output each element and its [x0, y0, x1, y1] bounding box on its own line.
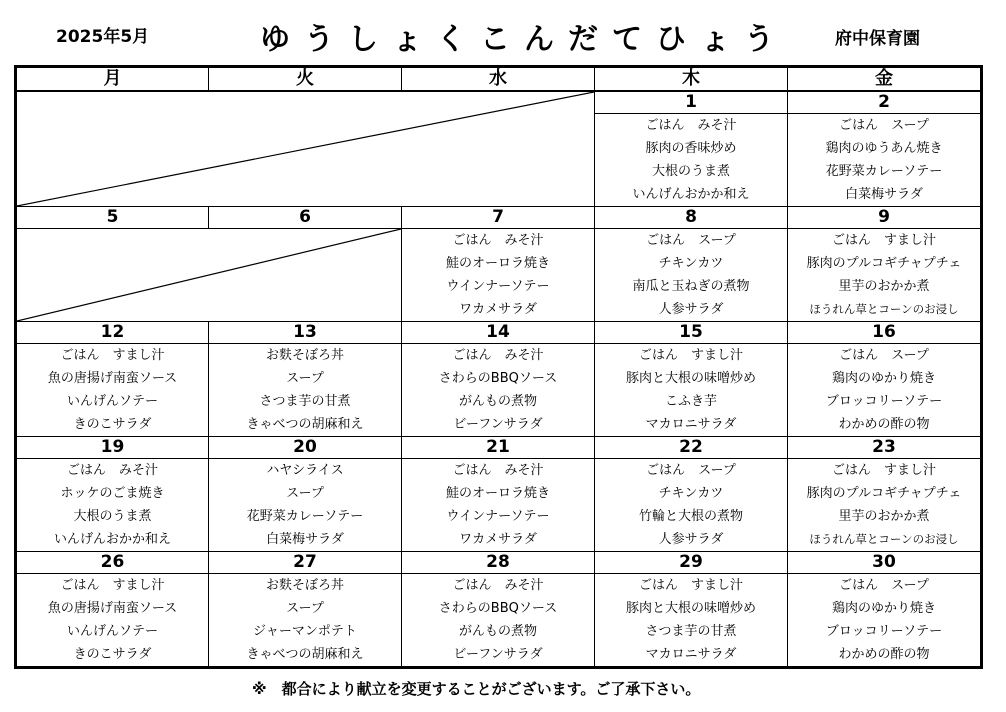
date-cell: 9	[788, 207, 982, 229]
date-cell: 6	[209, 207, 402, 229]
menu-item: ごはん スープ	[646, 233, 736, 248]
menu-item: ごはん スープ	[839, 348, 929, 363]
menu-item: ほうれん草とコーンのお浸し	[809, 302, 959, 316]
menu-item: ほうれん草とコーンのお浸し	[809, 532, 959, 546]
menu-cell	[16, 344, 209, 437]
menu-item: 大根のうま煮	[73, 509, 152, 524]
menu-item: ジャーマンポテト	[253, 624, 357, 639]
menu-item: ホッケのごま焼き	[60, 486, 165, 501]
date-cell: 23	[788, 437, 982, 459]
menu-item: さわらのBBQソース	[438, 601, 558, 616]
menu-item: 豚肉の香味炒め	[645, 141, 737, 156]
menu-cell	[595, 114, 788, 207]
menu-item: ワカメサラダ	[459, 532, 537, 547]
menu-item: ごはん スープ	[839, 118, 929, 133]
menu-item: 鮭のオーロラ焼き	[445, 486, 550, 501]
menu-item: 豚肉のプルコギチャプチェ	[806, 256, 962, 271]
diagonal-line	[17, 92, 594, 206]
menu-item: 花野菜カレーソテー	[825, 164, 943, 179]
facility-name: 府中保育園	[835, 29, 920, 49]
empty-days-cell	[16, 91, 595, 207]
menu-item: 鶏肉のゆうあん焼き	[825, 141, 943, 156]
menu-item: いんげんおかか和え	[632, 187, 750, 202]
menu-item: ブロッコリーソテー	[825, 624, 943, 639]
menu-item: お麩そぼろ丼	[265, 348, 344, 363]
weekday-fri: 金	[788, 67, 982, 92]
menu-item: ごはん すまし汁	[638, 578, 743, 593]
menu-item: スープ	[286, 486, 324, 501]
menu-item: 魚の唐揚げ南蛮ソース	[47, 601, 178, 616]
menu-calendar	[14, 65, 983, 669]
menu-item: がんもの煮物	[458, 624, 537, 639]
weekday-thu: 木	[595, 67, 788, 92]
menu-item: 大根のうま煮	[651, 164, 730, 179]
empty-days-cell	[16, 229, 402, 322]
date-cell: 19	[16, 437, 209, 459]
menu-item: きのこサラダ	[73, 417, 152, 432]
menu-item: ハヤシライス	[266, 463, 344, 478]
diagonal-line	[17, 229, 401, 321]
menu-cell	[595, 344, 788, 437]
menu-item: ごはん みそ汁	[452, 233, 544, 248]
menu-item: マカロニサラダ	[645, 417, 737, 432]
menu-item: 鮭のオーロラ焼き	[445, 256, 550, 271]
menu-cell	[16, 574, 209, 668]
week-1-date-row	[16, 91, 982, 114]
menu-item: いんげんソテー	[66, 394, 158, 409]
date-cell: 8	[595, 207, 788, 229]
date-cell: 13	[209, 322, 402, 344]
month-label: 2025年5月	[56, 27, 150, 47]
week-5-date-row	[16, 552, 982, 574]
menu-item: ごはん みそ汁	[66, 463, 158, 478]
menu-item: 里芋のおかか煮	[838, 279, 930, 294]
date-cell: 7	[402, 207, 595, 229]
week-3-date-row	[16, 322, 982, 344]
week-2-date-row	[16, 207, 982, 229]
menu-cell	[402, 459, 595, 552]
menu-cell	[595, 229, 788, 322]
menu-item: ビーフンサラダ	[453, 647, 543, 662]
menu-item: 南瓜と玉ねぎの煮物	[632, 279, 750, 294]
menu-cell	[595, 459, 788, 552]
date-cell: 2	[788, 91, 982, 114]
menu-item: 鶏肉のゆかり焼き	[831, 371, 936, 386]
menu-item: ごはん みそ汁	[452, 463, 544, 478]
date-cell: 22	[595, 437, 788, 459]
date-cell: 30	[788, 552, 982, 574]
menu-item: ごはん すまし汁	[831, 233, 936, 248]
date-cell: 5	[16, 207, 209, 229]
menu-item: がんもの煮物	[458, 394, 537, 409]
menu-item: いんげんソテー	[66, 624, 158, 639]
menu-item: お麩そぼろ丼	[265, 578, 344, 593]
menu-item: チキンカツ	[658, 256, 724, 271]
footer-note: ※ 都合により献立を変更することがございます。ご了承下さい。	[252, 680, 701, 698]
week-4-menu-row	[16, 459, 982, 552]
menu-item: こふき芋	[664, 394, 717, 409]
menu-item: わかめの酢の物	[838, 417, 930, 432]
menu-item: ごはん スープ	[646, 463, 736, 478]
date-cell: 14	[402, 322, 595, 344]
menu-item: ごはん すまし汁	[60, 348, 165, 363]
menu-item: さつま芋の甘煮	[259, 394, 351, 409]
menu-item: 豚肉のプルコギチャプチェ	[806, 486, 962, 501]
menu-item: ワカメサラダ	[459, 302, 537, 317]
date-cell: 12	[16, 322, 209, 344]
menu-cell	[788, 114, 982, 207]
menu-item: ごはん スープ	[839, 578, 929, 593]
date-cell: 28	[402, 552, 595, 574]
menu-item: さつま芋の甘煮	[645, 624, 737, 639]
menu-item: マカロニサラダ	[645, 647, 737, 662]
date-cell: 1	[595, 91, 788, 114]
menu-cell	[788, 459, 982, 552]
menu-item: ウインナーソテー	[446, 509, 550, 524]
menu-item: きゃべつの胡麻和え	[246, 417, 364, 432]
week-3-menu-row	[16, 344, 982, 437]
menu-cell	[788, 229, 982, 322]
menu-item: 里芋のおかか煮	[838, 509, 930, 524]
menu-item: わかめの酢の物	[838, 647, 930, 662]
menu-cell	[209, 344, 402, 437]
menu-item: 竹輪と大根の煮物	[638, 509, 743, 524]
weekday-tue: 火	[209, 67, 402, 92]
menu-item: ごはん すまし汁	[638, 348, 743, 363]
menu-item: 白菜梅サラダ	[266, 532, 344, 547]
date-cell: 15	[595, 322, 788, 344]
menu-item: きゃべつの胡麻和え	[246, 647, 364, 662]
menu-item: さわらのBBQソース	[438, 371, 558, 386]
menu-cell	[402, 229, 595, 322]
week-4-date-row	[16, 437, 982, 459]
menu-item: ビーフンサラダ	[453, 417, 543, 432]
date-cell: 27	[209, 552, 402, 574]
menu-item: 人参サラダ	[658, 302, 724, 317]
date-cell: 21	[402, 437, 595, 459]
menu-item: ごはん みそ汁	[645, 118, 737, 133]
menu-cell	[209, 574, 402, 668]
menu-item: 豚肉と大根の味噌炒め	[625, 371, 756, 386]
weekday-mon: 月	[16, 67, 209, 92]
week-2-menu-row	[16, 229, 982, 322]
weekday-header-row	[16, 67, 982, 92]
menu-item: ブロッコリーソテー	[825, 394, 943, 409]
menu-item: ごはん すまし汁	[60, 578, 165, 593]
menu-item: 魚の唐揚げ南蛮ソース	[47, 371, 178, 386]
menu-item: きのこサラダ	[73, 647, 152, 662]
date-cell: 29	[595, 552, 788, 574]
weekday-wed: 水	[402, 67, 595, 92]
menu-cell	[788, 574, 982, 668]
menu-cell	[788, 344, 982, 437]
menu-item: 白菜梅サラダ	[845, 187, 923, 202]
date-cell: 16	[788, 322, 982, 344]
menu-item: ごはん みそ汁	[452, 348, 544, 363]
menu-cell	[402, 344, 595, 437]
menu-item: 鶏肉のゆかり焼き	[831, 601, 936, 616]
week-5-menu-row	[16, 574, 982, 668]
menu-cell	[595, 574, 788, 668]
menu-item: 人参サラダ	[658, 532, 724, 547]
menu-item: 花野菜カレーソテー	[246, 509, 364, 524]
page-title: ゆうしょくこんだてひょう	[260, 22, 788, 57]
menu-cell	[209, 459, 402, 552]
menu-cell	[16, 459, 209, 552]
menu-item: ウインナーソテー	[446, 279, 550, 294]
date-cell: 20	[209, 437, 402, 459]
menu-item: スープ	[286, 371, 324, 386]
menu-item: 豚肉と大根の味噌炒め	[625, 601, 756, 616]
menu-cell	[402, 574, 595, 668]
menu-item: チキンカツ	[658, 486, 724, 501]
date-cell: 26	[16, 552, 209, 574]
menu-item: いんげんおかか和え	[53, 532, 171, 547]
menu-item: ごはん すまし汁	[831, 463, 936, 478]
menu-item: スープ	[286, 601, 324, 616]
menu-item: ごはん みそ汁	[452, 578, 544, 593]
